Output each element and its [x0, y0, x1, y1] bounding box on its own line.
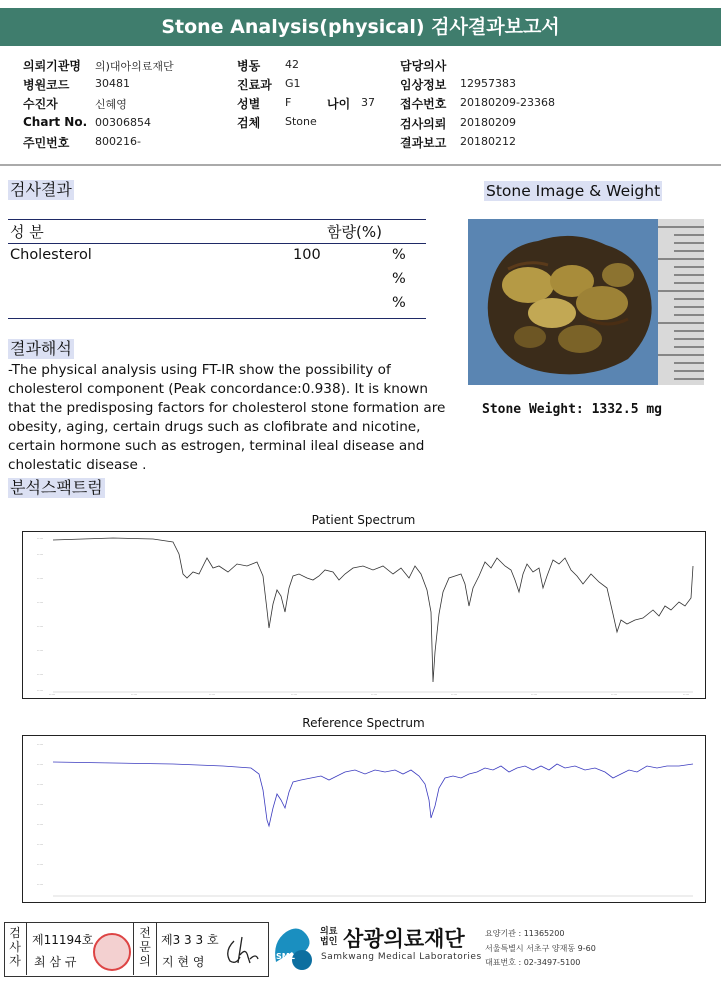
- specialist-label-cell: [133, 922, 157, 975]
- results-header-line: [8, 243, 426, 244]
- svg-text:·····: ·····: [451, 692, 458, 697]
- receipt-value: 20180209-23368: [460, 96, 555, 109]
- reference-y-tick: ·····: [37, 862, 44, 867]
- specialist-label: 전문의: [139, 926, 151, 968]
- patient-y-tick: ·····: [37, 536, 44, 541]
- unit-cell: %: [392, 271, 406, 287]
- reference-spectrum-line: [53, 762, 693, 826]
- svg-text:·····: ·····: [371, 692, 378, 697]
- examiner-seal: [93, 933, 131, 971]
- ward-label: 병동: [237, 59, 261, 73]
- interpretation-title: 결과해석: [10, 339, 72, 358]
- reference-y-tick: ·····: [37, 782, 44, 787]
- svg-text:·····: ·····: [611, 692, 618, 697]
- specialist-name: 지 현 영: [162, 955, 205, 969]
- chart-label: Chart No.: [23, 115, 88, 129]
- unit-cell: %: [392, 247, 406, 263]
- interpretation-text: -The physical analysis using FT-IR show the possibility of cholesterol component (Peak concordance:0.938). It is known that the predisposing factors for cholesterol stone formation are obesity, aging, certain drugs such as clofibrate and nicotine, certain hormone such as estrogen, terminal ileal disease and cholestatic disease .: [8, 362, 446, 473]
- examiner-name: 최 삼 규: [34, 955, 77, 969]
- sex-label: 성별: [237, 97, 261, 111]
- patient-spectrum-plot: [23, 532, 705, 698]
- age-value: 37: [361, 96, 375, 109]
- institution-label: 의뢰기관명: [23, 59, 81, 73]
- specimen-label: 검체: [237, 116, 261, 130]
- report-label: 결과보고: [400, 136, 447, 150]
- specialist-signature: [222, 933, 262, 969]
- resident-value: 800216-: [95, 135, 141, 148]
- svg-text:·····: ·····: [683, 692, 690, 697]
- patient-y-tick: ·····: [37, 672, 44, 677]
- reference-spectrum-chart: [22, 735, 706, 903]
- request-value: 20180209: [460, 116, 516, 129]
- value-cell: 100: [293, 247, 321, 263]
- patient-label: 수진자: [23, 97, 58, 111]
- examiner-label-cell: [4, 922, 27, 975]
- examiner-label: 검사자: [9, 926, 21, 968]
- svg-text:·····: ·····: [291, 692, 298, 697]
- hospital-code-label: 병원코드: [23, 78, 70, 92]
- component-header: 성 분: [10, 223, 44, 241]
- examiner-license: 제11194호: [32, 933, 94, 947]
- unit-cell: %: [392, 295, 406, 311]
- reference-y-tick: ·····: [37, 842, 44, 847]
- clinical-value: 12957383: [460, 77, 516, 90]
- doctor-label: 담당의사: [400, 59, 447, 73]
- patient-y-tick: ·····: [37, 624, 44, 629]
- reference-y-tick: ·····: [37, 882, 44, 887]
- patient-spectrum-line: [53, 538, 693, 682]
- results-title: 검사결과: [10, 180, 72, 199]
- content-header: 함량(%): [327, 223, 382, 241]
- org-address: 서울특별시 서초구 양재동 9-60: [485, 944, 596, 953]
- spectrum-section-title: 분석스팩트럼: [10, 478, 103, 497]
- results-top-line: [8, 219, 426, 220]
- age-label: 나이: [327, 97, 351, 111]
- patient-spectrum-title: Patient Spectrum: [311, 513, 416, 527]
- org-phone: 대표번호 : 02-3497-5100: [485, 958, 581, 967]
- stone-photo: [468, 219, 704, 385]
- org-prefix: 의료 법인: [320, 927, 338, 947]
- care-code: 요양기관 : 11365200: [485, 929, 565, 938]
- request-label: 검사의뢰: [400, 117, 447, 131]
- clinical-label: 임상정보: [400, 78, 447, 92]
- ward-value: 42: [285, 58, 299, 71]
- logo-text: SML: [276, 952, 295, 961]
- receipt-label: 접수번호: [400, 97, 447, 111]
- org-english: Samkwang Medical Laboratories: [321, 952, 482, 962]
- reference-spectrum-title: Reference Spectrum: [302, 716, 425, 730]
- chart-value: 00306854: [95, 116, 151, 129]
- sml-logo-icon: [268, 922, 318, 974]
- patient-y-tick: ·····: [37, 576, 44, 581]
- report-title: Stone Analysis(physical) 검사결과보고서: [161, 16, 560, 38]
- svg-text:·····: ·····: [49, 692, 56, 697]
- patient-value: 신혜영: [95, 98, 127, 111]
- component-cell: Cholesterol: [10, 247, 92, 263]
- patient-y-tick: ·····: [37, 552, 44, 557]
- report-value: 20180212: [460, 135, 516, 148]
- header-divider: [0, 164, 721, 166]
- patient-spectrum-chart: [22, 531, 706, 699]
- specialist-license: 제3 3 3 호: [161, 933, 219, 947]
- patient-y-tick: ·····: [37, 648, 44, 653]
- reference-y-tick: ·····: [37, 742, 44, 747]
- stone-image: [468, 219, 704, 385]
- org-name: 삼광의료재단: [343, 927, 465, 951]
- sex-value: F: [285, 96, 292, 109]
- reference-spectrum-plot: [23, 736, 705, 902]
- stone-weight: Stone Weight: 1332.5 mg: [482, 402, 663, 417]
- svg-text:·····: ·····: [531, 692, 538, 697]
- resident-label: 주민번호: [23, 136, 70, 150]
- patient-y-tick: ·····: [37, 688, 44, 693]
- specimen-value: Stone: [285, 115, 317, 128]
- reference-y-tick: ·····: [37, 802, 44, 807]
- dept-value: G1: [285, 77, 301, 90]
- results-bottom-line: [8, 318, 426, 319]
- institution-value: 의)대아의료재단: [95, 60, 174, 73]
- patient-y-tick: ·····: [37, 600, 44, 605]
- reference-y-tick: ·····: [37, 822, 44, 827]
- reference-y-tick: ·····: [37, 762, 44, 767]
- hospital-code-value: 30481: [95, 77, 130, 90]
- svg-text:·····: ·····: [131, 692, 138, 697]
- svg-text:·····: ·····: [209, 692, 216, 697]
- stone-section-title: Stone Image & Weight: [486, 182, 661, 200]
- dept-label: 진료과: [237, 78, 272, 92]
